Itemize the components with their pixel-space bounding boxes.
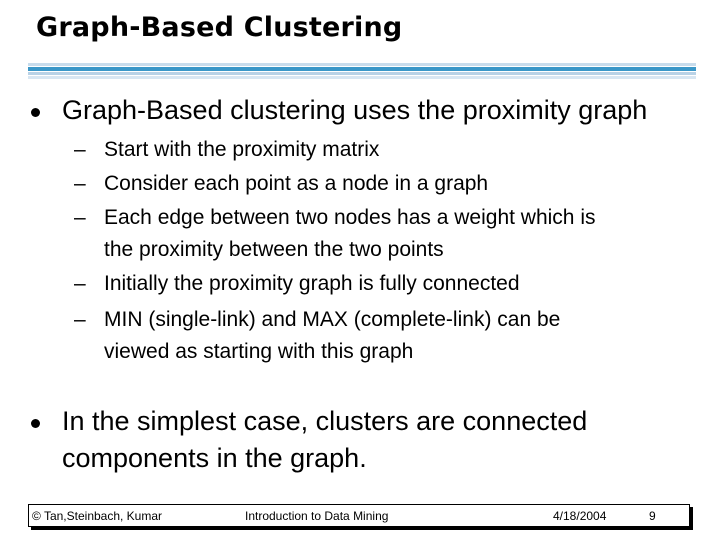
sub-bullet-4-text: Initially the proximity graph is fully connected: [104, 272, 520, 295]
sub-bullet-1-text: Start with the proximity matrix: [104, 138, 380, 161]
sub-bullet-3-text-line1: Each edge between two nodes has a weight which is: [104, 206, 596, 229]
sub-dash: –: [74, 138, 86, 161]
sub-bullet-5-text-line1: MIN (single-link) and MAX (complete-link) can be: [104, 308, 561, 331]
title-rule-top: [28, 63, 696, 66]
bullet-2-text-line2: components in the graph.: [62, 443, 367, 473]
slide-footer: [28, 504, 690, 527]
title-rule-bottom: [28, 76, 696, 79]
footer-copyright: © Tan,Steinbach, Kumar: [32, 509, 163, 523]
slide-title: Graph-Based Clustering: [36, 12, 403, 43]
sub-bullet-3-text-line2: the proximity between the two points: [104, 238, 444, 261]
sub-bullet-5-text-line2: viewed as starting with this graph: [104, 340, 414, 363]
sub-dash: –: [74, 206, 86, 229]
footer-date: 4/18/2004: [553, 509, 607, 523]
footer-page-number: 9: [649, 509, 656, 523]
title-rule-main: [28, 67, 696, 71]
sub-dash: –: [74, 308, 86, 331]
sub-dash: –: [74, 172, 86, 195]
bullet-dot: [31, 419, 40, 428]
bullet-dot: [31, 108, 40, 117]
bullet-2-text-line1: In the simplest case, clusters are connected: [62, 406, 588, 436]
footer-course: Introduction to Data Mining: [245, 509, 389, 523]
sub-dash: –: [74, 272, 86, 295]
title-rule-lower: [28, 72, 696, 75]
bullet-1-text: Graph-Based clustering uses the proximity graph: [62, 95, 648, 125]
sub-bullet-2-text: Consider each point as a node in a graph: [104, 172, 489, 195]
